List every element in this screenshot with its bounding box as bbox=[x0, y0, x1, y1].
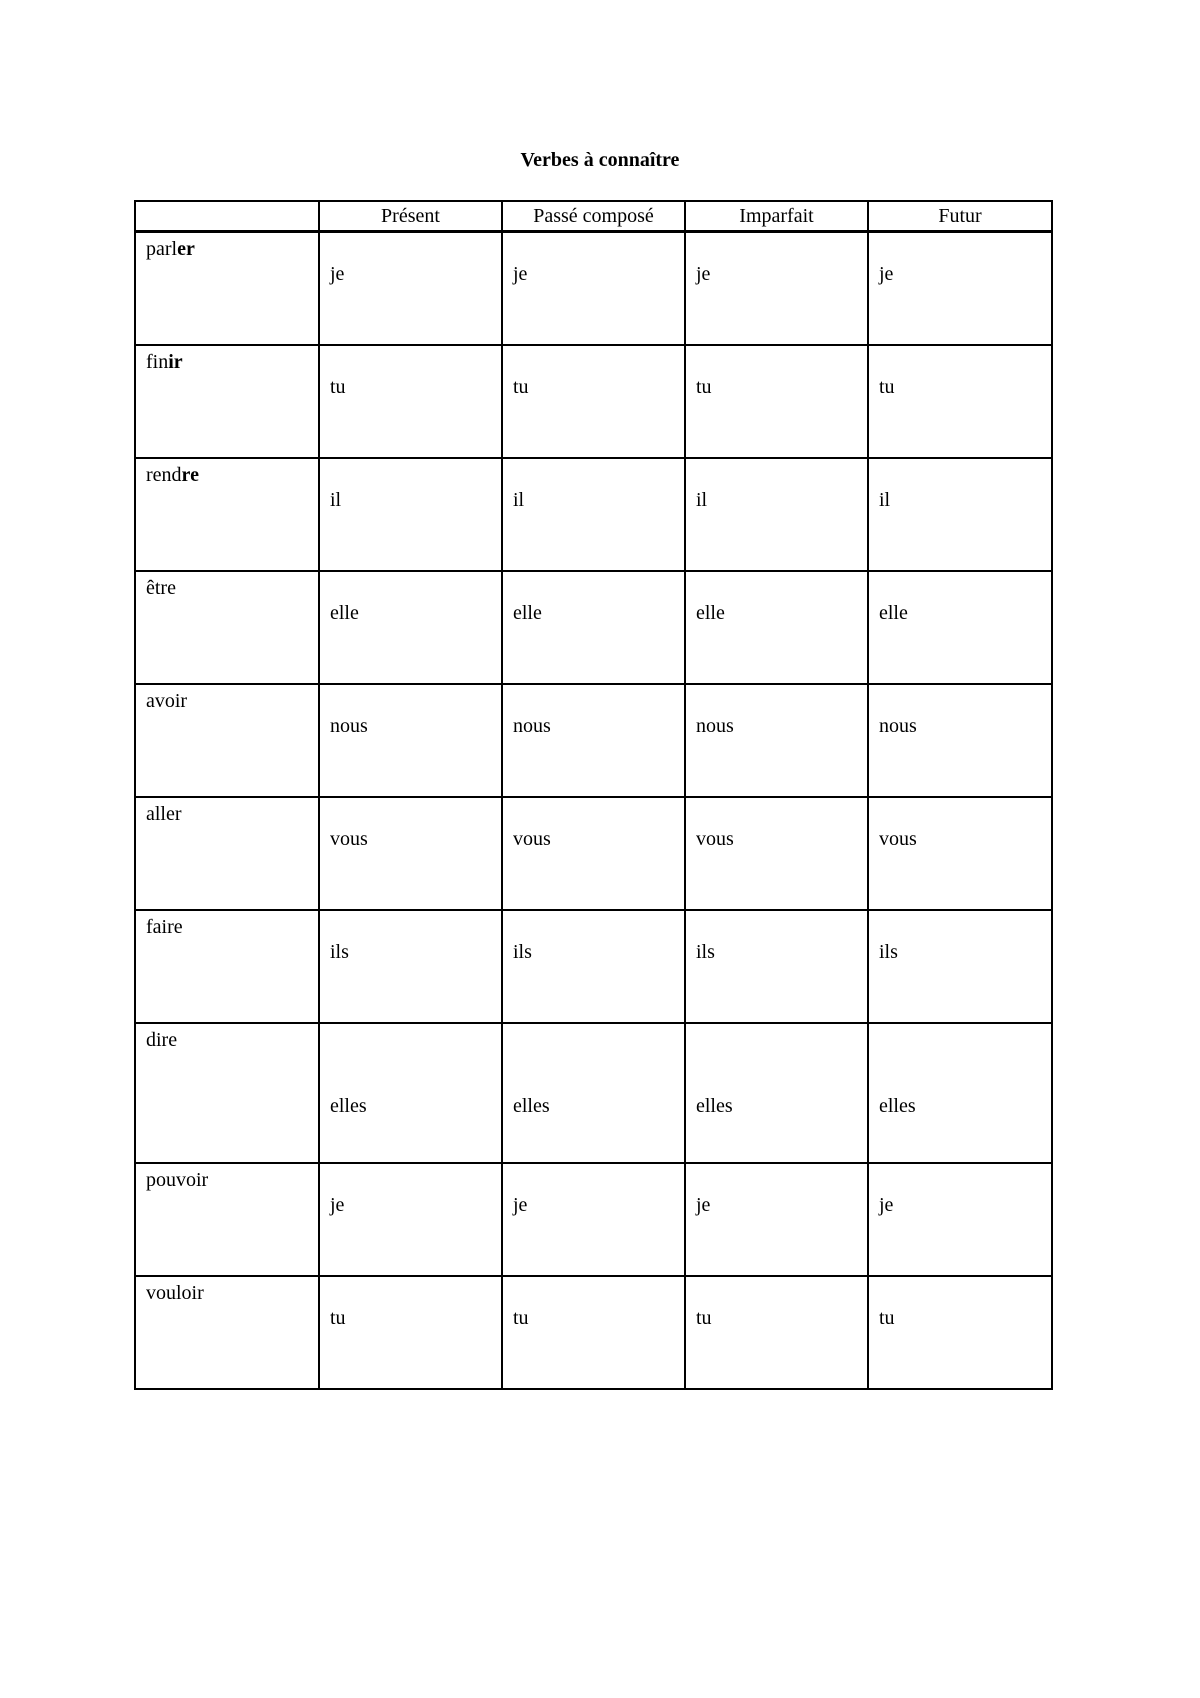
table-row bbox=[135, 571, 1052, 684]
verb-cell bbox=[135, 1163, 319, 1276]
conjugation-cell[interactable] bbox=[868, 797, 1052, 910]
verb-label bbox=[146, 1281, 204, 1305]
verb-label bbox=[146, 915, 183, 939]
conjugation-cell[interactable] bbox=[685, 345, 868, 458]
table-row bbox=[135, 232, 1052, 345]
verb-cell bbox=[135, 458, 319, 571]
page-title: Verbes à connaître bbox=[520, 149, 680, 171]
conjugation-cell[interactable] bbox=[685, 232, 868, 345]
verb-cell bbox=[135, 684, 319, 797]
pronoun-label: vous bbox=[330, 827, 368, 850]
pronoun-label: elles bbox=[330, 1094, 367, 1117]
pronoun-label: nous bbox=[513, 714, 551, 737]
pronoun-label: je bbox=[513, 263, 528, 285]
conjugation-cell[interactable] bbox=[868, 910, 1052, 1023]
conjugation-cell[interactable] bbox=[319, 910, 502, 1023]
pronoun-label: il bbox=[513, 488, 525, 511]
verb-ending: re bbox=[181, 463, 199, 486]
verb-label bbox=[146, 1028, 177, 1052]
conjugation-cell[interactable] bbox=[319, 1023, 502, 1163]
verb-cell bbox=[135, 571, 319, 684]
conjugation-cell[interactable] bbox=[502, 910, 685, 1023]
verb-conjugation-table bbox=[134, 200, 1053, 1390]
pronoun-label: vous bbox=[696, 827, 734, 850]
table-row bbox=[135, 345, 1052, 458]
verb-label bbox=[146, 576, 176, 600]
conjugation-cell[interactable] bbox=[685, 1276, 868, 1389]
pronoun-label: ils bbox=[879, 940, 898, 963]
pronoun-label: il bbox=[696, 488, 708, 511]
verb-label bbox=[146, 237, 195, 261]
pronoun-label: tu bbox=[330, 375, 346, 398]
conjugation-cell[interactable] bbox=[868, 1023, 1052, 1163]
verb-stem: parl bbox=[146, 238, 178, 260]
pronoun-label: ils bbox=[696, 940, 715, 963]
conjugation-cell[interactable] bbox=[319, 232, 502, 345]
verb-stem: dire bbox=[146, 1028, 178, 1051]
conjugation-cell[interactable] bbox=[868, 458, 1052, 571]
verb-label bbox=[146, 802, 182, 826]
header-futur: Futur bbox=[868, 201, 1052, 232]
conjugation-cell[interactable] bbox=[319, 571, 502, 684]
pronoun-label: je bbox=[513, 1193, 528, 1216]
pronoun-label: ils bbox=[513, 940, 532, 963]
conjugation-cell[interactable] bbox=[502, 1276, 685, 1389]
pronoun-label: elle bbox=[330, 601, 359, 624]
pronoun-label: tu bbox=[696, 1306, 712, 1329]
conjugation-cell[interactable] bbox=[685, 797, 868, 910]
pronoun-label: tu bbox=[513, 1306, 529, 1329]
verb-cell bbox=[135, 232, 319, 345]
table-row bbox=[135, 458, 1052, 571]
verb-ending: er bbox=[177, 238, 195, 260]
header-blank-cell bbox=[135, 201, 319, 232]
verb-stem: aller bbox=[146, 802, 182, 825]
verb-label bbox=[146, 350, 183, 374]
pronoun-label: nous bbox=[330, 714, 368, 737]
verb-stem: rend bbox=[146, 463, 182, 486]
header-imparfait: Imparfait bbox=[685, 201, 868, 232]
conjugation-cell[interactable] bbox=[868, 1163, 1052, 1276]
pronoun-label: je bbox=[696, 263, 711, 285]
conjugation-cell[interactable] bbox=[502, 458, 685, 571]
conjugation-cell[interactable] bbox=[868, 1276, 1052, 1389]
header-present: Présent bbox=[319, 201, 502, 232]
pronoun-label: je bbox=[330, 263, 345, 285]
conjugation-cell[interactable] bbox=[502, 232, 685, 345]
verb-stem: vouloir bbox=[146, 1281, 204, 1304]
verb-ending: ir bbox=[168, 350, 183, 373]
pronoun-label: tu bbox=[513, 375, 529, 398]
conjugation-cell[interactable] bbox=[319, 458, 502, 571]
conjugation-cell[interactable] bbox=[685, 458, 868, 571]
conjugation-cell[interactable] bbox=[685, 910, 868, 1023]
pronoun-label: je bbox=[330, 1193, 345, 1216]
pronoun-label: tu bbox=[879, 1306, 895, 1329]
conjugation-cell[interactable] bbox=[685, 571, 868, 684]
conjugation-cell[interactable] bbox=[319, 684, 502, 797]
verb-label bbox=[146, 1168, 208, 1192]
verb-cell bbox=[135, 345, 319, 458]
conjugation-cell[interactable] bbox=[502, 684, 685, 797]
conjugation-cell[interactable] bbox=[685, 684, 868, 797]
pronoun-label: elle bbox=[879, 601, 908, 624]
conjugation-cell[interactable] bbox=[319, 345, 502, 458]
conjugation-cell[interactable] bbox=[685, 1163, 868, 1276]
verb-stem: pouvoir bbox=[146, 1168, 209, 1191]
conjugation-cell[interactable] bbox=[502, 571, 685, 684]
verb-cell bbox=[135, 910, 319, 1023]
pronoun-label: je bbox=[879, 263, 894, 285]
pronoun-label: vous bbox=[879, 827, 917, 850]
pronoun-label: elles bbox=[696, 1094, 733, 1117]
conjugation-cell[interactable] bbox=[502, 797, 685, 910]
verb-cell bbox=[135, 1276, 319, 1389]
verb-cell bbox=[135, 797, 319, 910]
pronoun-label: tu bbox=[879, 375, 895, 398]
pronoun-label: elle bbox=[513, 601, 542, 624]
conjugation-cell[interactable] bbox=[502, 1023, 685, 1163]
pronoun-label: tu bbox=[696, 375, 712, 398]
pronoun-label: nous bbox=[879, 714, 917, 737]
verb-stem: avoir bbox=[146, 689, 188, 712]
pronoun-label: ils bbox=[330, 940, 349, 963]
conjugation-cell[interactable] bbox=[319, 1276, 502, 1389]
pronoun-label: elles bbox=[879, 1094, 916, 1117]
verb-cell bbox=[135, 1023, 319, 1163]
pronoun-label: elle bbox=[696, 601, 725, 624]
pronoun-label: tu bbox=[330, 1306, 346, 1329]
verb-stem: fin bbox=[146, 350, 169, 373]
conjugation-cell[interactable] bbox=[502, 1163, 685, 1276]
conjugation-cell[interactable] bbox=[868, 571, 1052, 684]
conjugation-cell[interactable] bbox=[502, 345, 685, 458]
table-row bbox=[135, 910, 1052, 1023]
conjugation-cell[interactable] bbox=[319, 1163, 502, 1276]
conjugation-cell[interactable] bbox=[685, 1023, 868, 1163]
verb-label bbox=[146, 689, 187, 713]
header-row bbox=[135, 201, 1052, 232]
header-passe-compose: Passé composé bbox=[502, 201, 685, 232]
table-row bbox=[135, 684, 1052, 797]
pronoun-label: je bbox=[879, 1193, 894, 1216]
pronoun-label: vous bbox=[513, 827, 551, 850]
pronoun-label: je bbox=[696, 1193, 711, 1216]
conjugation-cell[interactable] bbox=[319, 797, 502, 910]
conjugation-cell[interactable] bbox=[868, 684, 1052, 797]
verb-stem: être bbox=[146, 576, 176, 599]
conjugation-cell[interactable] bbox=[868, 345, 1052, 458]
table-row bbox=[135, 797, 1052, 910]
conjugation-cell[interactable] bbox=[868, 232, 1052, 345]
verb-stem: faire bbox=[146, 915, 183, 938]
pronoun-label: il bbox=[330, 488, 342, 511]
table-row bbox=[135, 1276, 1052, 1389]
table-row bbox=[135, 1023, 1052, 1163]
pronoun-label: elles bbox=[513, 1094, 550, 1117]
table-body bbox=[135, 232, 1052, 1389]
table-row bbox=[135, 1163, 1052, 1276]
pronoun-label: il bbox=[879, 488, 891, 511]
pronoun-label: nous bbox=[696, 714, 734, 737]
verb-label bbox=[146, 463, 199, 487]
